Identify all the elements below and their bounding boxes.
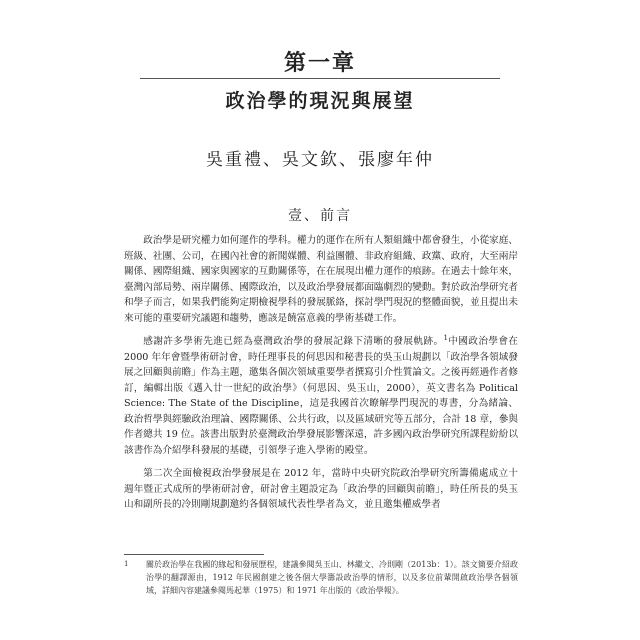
chapter-number: 第一章 — [283, 50, 356, 76]
body-text — [124, 233, 518, 513]
footnote-reference: 1 — [443, 333, 448, 342]
paragraph-2-rest: 中國政治學會在 2000 年年會暨學術研討會，時任理事長的何思因和秘書長的吳玉山規劃以「政治學各領域發展之回顧與前瞻」作為主題，邀集各個次領域重要學者撰寫引介性質論文。之後再經過作者修訂，編輯出版《邁入廿一世紀的政治學》（何思因、吳玉山，2000），英文書名為 Political Science: The State of the Discipline，這是我國首次瞭解學門現況的專書，分為緒論、政治哲學與經驗政治理論、國際關係、公共行政，以及區域研究等五部分，合計 18 章，參與作者總共 19 位。該書出版對於臺灣政治學發展影響深遠，許多國內政治學研究所課程紛紛以該書作為介紹學科發展的基礎，引領學子進入學術的殿堂。 — [124, 336, 519, 456]
footnote-divider — [124, 554, 264, 555]
footnote — [124, 558, 518, 597]
section-heading: 壹、前言 — [288, 208, 352, 224]
paragraph-3: 第二次全面檢視政治學發展是在 2012 年，當時中央研究院政治學研究所籌備處成立十週年暨正式成所的學術研討會，研討會主題設定為「政治學的回顧與前瞻」，時任所長的吳玉山和副所長的冷則剛規劃邀約各個領域代表性學者為文，並且邀集權威學者 — [124, 468, 518, 510]
footnote-number: 1 — [124, 560, 129, 568]
chapter-title: 政治學的現況與展望 — [225, 90, 415, 112]
paragraph-2 — [124, 334, 518, 458]
footnote-text: 關於政治學在我國的緣起和發展歷程，建議參閱吳玉山、林繼文、冷則剛（2013b：1）。該文簡要介紹政治學的翻譯源由，1912 年民國創建之後各個大學籌設政治學的情形，以及多位前輩開啟政治學各個領域，詳細內容建議參閱馬起華（1975）和 1971 年出版的《政治學報》。 — [146, 560, 518, 595]
paragraph-1: 政治學是研究權力如何運作的學科。權力的運作在所有人類組織中都會發生，小從家庭、班級、社團、公司，在國內社會的新聞媒體、利益團體、非政府組織、政黨、政府，大至兩岸關係、國際組織、國家與國家的互動關係等，在在展現出權力運作的痕跡。在過去十餘年來，臺灣內部局勢、兩岸關係、國際政治，以及政治學發展都面臨劇烈的變動。對於政治學研究者和學子而言，如果我們能夠定期檢視學科的發展脈絡，探討學門現況的整體面貌，並且提出未來可能的重要研究議題和趨勢，應該是饒富意義的學術基礎工作。 — [124, 235, 518, 324]
chapter-divider — [140, 78, 500, 79]
paragraph-2-lead: 感謝許多學術先進已經為臺灣政治學的發展記錄下清晰的發展軌跡。 — [143, 336, 444, 347]
chapter-authors: 吳重禮、吳文欽、張廖年仲 — [206, 150, 434, 170]
